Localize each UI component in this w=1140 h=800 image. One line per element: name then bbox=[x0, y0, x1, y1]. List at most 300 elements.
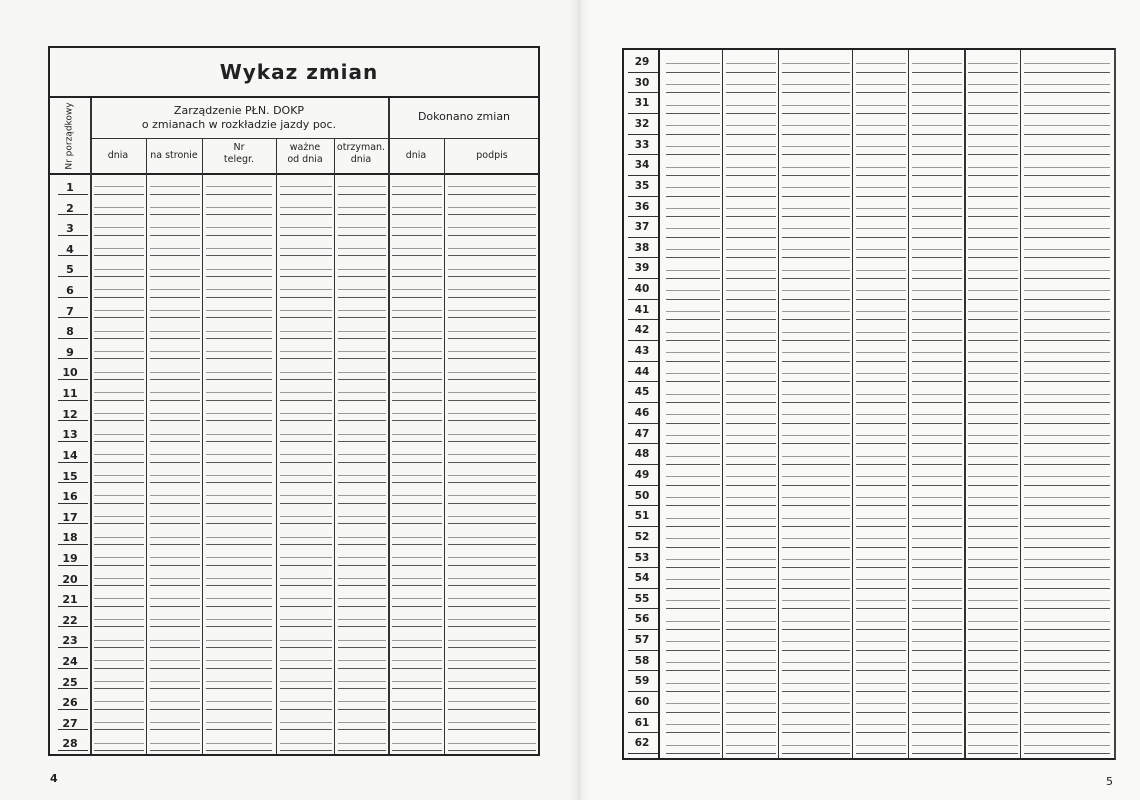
fill-line bbox=[726, 63, 776, 64]
fill-line bbox=[94, 400, 144, 401]
fill-line bbox=[280, 495, 332, 496]
fill-line bbox=[280, 248, 332, 249]
fill-line bbox=[726, 278, 776, 279]
fill-line bbox=[726, 464, 776, 465]
fill-line bbox=[782, 381, 850, 382]
row-number-underline bbox=[628, 319, 658, 320]
fill-line bbox=[782, 703, 850, 704]
fill-line bbox=[1024, 435, 1110, 436]
row-number-underline bbox=[58, 400, 88, 401]
fill-line bbox=[856, 670, 906, 671]
fill-line bbox=[280, 606, 332, 607]
column-divider bbox=[964, 50, 966, 758]
fill-line bbox=[856, 299, 906, 300]
fill-line bbox=[338, 317, 386, 318]
fill-line bbox=[726, 311, 776, 312]
fill-line bbox=[448, 495, 536, 496]
row-number: 62 bbox=[634, 737, 650, 750]
fill-line bbox=[912, 724, 962, 725]
fill-line bbox=[912, 105, 962, 106]
row-number: 27 bbox=[62, 716, 78, 730]
fill-line bbox=[94, 557, 144, 558]
fill-line bbox=[338, 647, 386, 648]
fill-line bbox=[912, 518, 962, 519]
row-number-underline bbox=[628, 196, 658, 197]
fill-line bbox=[726, 361, 776, 362]
fill-line bbox=[856, 105, 906, 106]
fill-line bbox=[968, 518, 1018, 519]
fill-line bbox=[94, 729, 144, 730]
row-number-underline bbox=[628, 464, 658, 465]
fill-line bbox=[1024, 621, 1110, 622]
row-number-underline bbox=[628, 340, 658, 341]
row-number: 6 bbox=[66, 284, 74, 298]
row-number: 17 bbox=[62, 510, 78, 524]
fill-line bbox=[912, 84, 962, 85]
fill-line bbox=[448, 276, 536, 277]
fill-line bbox=[392, 358, 442, 359]
fill-line bbox=[206, 454, 272, 455]
fill-line bbox=[726, 352, 776, 353]
row-number-underline bbox=[628, 443, 658, 444]
fill-line bbox=[1024, 662, 1110, 663]
fill-line bbox=[206, 214, 272, 215]
fill-line bbox=[338, 434, 386, 435]
row-number: 26 bbox=[62, 696, 78, 710]
fill-line bbox=[856, 381, 906, 382]
fill-line bbox=[280, 214, 332, 215]
fill-line bbox=[94, 688, 144, 689]
fill-line bbox=[150, 413, 200, 414]
fill-line bbox=[666, 621, 720, 622]
fill-line bbox=[912, 175, 962, 176]
fill-line bbox=[338, 255, 386, 256]
fill-line bbox=[338, 248, 386, 249]
fill-line bbox=[1024, 518, 1110, 519]
row-number: 39 bbox=[634, 262, 650, 275]
fill-line bbox=[912, 278, 962, 279]
fill-line bbox=[726, 670, 776, 671]
fill-line bbox=[94, 462, 144, 463]
fill-line bbox=[968, 724, 1018, 725]
row-number: 8 bbox=[66, 325, 74, 339]
fill-line bbox=[392, 331, 442, 332]
fill-line bbox=[726, 497, 776, 498]
fill-line bbox=[968, 228, 1018, 229]
fill-line bbox=[856, 394, 906, 395]
fill-line bbox=[666, 423, 720, 424]
fill-line bbox=[94, 351, 144, 352]
row-number: 58 bbox=[634, 654, 650, 667]
fill-line bbox=[912, 257, 962, 258]
fill-line bbox=[94, 255, 144, 256]
col-header-valid-from bbox=[276, 142, 334, 166]
col-header-valid-line1: ważne bbox=[289, 142, 321, 153]
fill-line bbox=[94, 194, 144, 195]
fill-line bbox=[968, 332, 1018, 333]
fill-line bbox=[280, 557, 332, 558]
fill-line bbox=[856, 712, 906, 713]
fill-line bbox=[338, 358, 386, 359]
fill-line bbox=[150, 626, 200, 627]
fill-line bbox=[1024, 423, 1110, 424]
fill-line bbox=[392, 235, 442, 236]
fill-line bbox=[1024, 402, 1110, 403]
fill-line bbox=[968, 352, 1018, 353]
fill-line bbox=[94, 310, 144, 311]
fill-line bbox=[338, 400, 386, 401]
fill-line bbox=[94, 681, 144, 682]
fill-line bbox=[726, 691, 776, 692]
fill-line bbox=[206, 701, 272, 702]
fill-line bbox=[150, 750, 200, 751]
fill-line bbox=[782, 691, 850, 692]
row-number-underline bbox=[58, 462, 88, 463]
column-divider bbox=[276, 138, 277, 754]
fill-line bbox=[856, 579, 906, 580]
fill-line bbox=[338, 503, 386, 504]
fill-line bbox=[666, 691, 720, 692]
fill-line bbox=[94, 598, 144, 599]
fill-line bbox=[94, 297, 144, 298]
fill-line bbox=[782, 340, 850, 341]
fill-line bbox=[726, 476, 776, 477]
fill-line bbox=[1024, 208, 1110, 209]
fill-line bbox=[94, 379, 144, 380]
page-number-right: 5 bbox=[1106, 775, 1113, 788]
fill-line bbox=[338, 379, 386, 380]
row-number-underline bbox=[628, 92, 658, 93]
fill-line bbox=[912, 547, 962, 548]
fill-line bbox=[726, 332, 776, 333]
fill-line bbox=[782, 249, 850, 250]
fill-line bbox=[94, 660, 144, 661]
fill-line bbox=[782, 732, 850, 733]
fill-line bbox=[666, 134, 720, 135]
fill-line bbox=[94, 392, 144, 393]
fill-line bbox=[206, 358, 272, 359]
fill-line bbox=[94, 289, 144, 290]
fill-line bbox=[206, 276, 272, 277]
fill-line bbox=[392, 578, 442, 579]
fill-line bbox=[280, 379, 332, 380]
fill-line bbox=[280, 565, 332, 566]
fill-line bbox=[392, 688, 442, 689]
row-number-underline bbox=[628, 691, 658, 692]
fill-line bbox=[206, 516, 272, 517]
fill-line bbox=[1024, 63, 1110, 64]
fill-line bbox=[666, 753, 720, 754]
fill-line bbox=[206, 640, 272, 641]
row-number: 14 bbox=[62, 448, 78, 462]
fill-line bbox=[968, 476, 1018, 477]
fill-line bbox=[726, 683, 776, 684]
rotated-header-text: Nr porządkowy bbox=[64, 102, 75, 170]
fill-line bbox=[206, 207, 272, 208]
fill-line bbox=[150, 235, 200, 236]
fill-line bbox=[782, 538, 850, 539]
fill-line bbox=[392, 276, 442, 277]
fill-line bbox=[206, 372, 272, 373]
fill-line bbox=[856, 588, 906, 589]
fill-line bbox=[856, 559, 906, 560]
fill-line bbox=[94, 214, 144, 215]
fill-line bbox=[338, 557, 386, 558]
fill-line bbox=[338, 276, 386, 277]
fill-line bbox=[448, 619, 536, 620]
fill-line bbox=[782, 526, 850, 527]
fill-line bbox=[856, 208, 906, 209]
col-header-signature-line: podpis bbox=[476, 150, 508, 161]
fill-line bbox=[666, 579, 720, 580]
fill-line bbox=[968, 600, 1018, 601]
fill-line bbox=[856, 650, 906, 651]
fill-line bbox=[280, 235, 332, 236]
fill-line bbox=[280, 523, 332, 524]
fill-line bbox=[782, 146, 850, 147]
fill-line bbox=[392, 503, 442, 504]
fill-line bbox=[1024, 175, 1110, 176]
fill-line bbox=[856, 476, 906, 477]
fill-line bbox=[206, 709, 272, 710]
fill-line bbox=[782, 352, 850, 353]
fill-line bbox=[856, 175, 906, 176]
row-number: 16 bbox=[62, 490, 78, 504]
fill-line bbox=[1024, 216, 1110, 217]
fill-line bbox=[206, 434, 272, 435]
fill-line bbox=[856, 63, 906, 64]
fill-line bbox=[206, 317, 272, 318]
fill-line bbox=[856, 662, 906, 663]
fill-line bbox=[280, 358, 332, 359]
fill-line bbox=[94, 420, 144, 421]
fill-line bbox=[1024, 753, 1110, 754]
fill-line bbox=[912, 237, 962, 238]
fill-line bbox=[392, 392, 442, 393]
fill-line bbox=[912, 456, 962, 457]
fill-line bbox=[280, 400, 332, 401]
fill-line bbox=[726, 196, 776, 197]
fill-line bbox=[206, 688, 272, 689]
fill-line bbox=[912, 290, 962, 291]
row-number-underline bbox=[58, 585, 88, 586]
fill-line bbox=[968, 175, 1018, 176]
fill-line bbox=[782, 629, 850, 630]
fill-line bbox=[912, 332, 962, 333]
fill-line bbox=[782, 683, 850, 684]
row-number: 50 bbox=[634, 489, 650, 502]
fill-line bbox=[856, 526, 906, 527]
fill-line bbox=[1024, 105, 1110, 106]
fill-line bbox=[912, 753, 962, 754]
column-divider bbox=[444, 138, 445, 754]
fill-line bbox=[448, 372, 536, 373]
fill-line bbox=[968, 621, 1018, 622]
fill-line bbox=[726, 92, 776, 93]
fill-line bbox=[856, 423, 906, 424]
row-number: 55 bbox=[634, 592, 650, 605]
fill-line bbox=[338, 214, 386, 215]
fill-line bbox=[1024, 588, 1110, 589]
fill-line bbox=[1024, 547, 1110, 548]
fill-line bbox=[782, 270, 850, 271]
fill-line bbox=[726, 319, 776, 320]
fill-line bbox=[94, 503, 144, 504]
fill-line bbox=[666, 703, 720, 704]
fill-line bbox=[666, 414, 720, 415]
fill-line bbox=[150, 503, 200, 504]
fill-line bbox=[280, 709, 332, 710]
fill-line bbox=[338, 688, 386, 689]
fill-line bbox=[150, 379, 200, 380]
fill-line bbox=[448, 454, 536, 455]
fill-line bbox=[856, 629, 906, 630]
fill-line bbox=[912, 402, 962, 403]
col-header-done-date-line: dnia bbox=[405, 150, 427, 161]
fill-line bbox=[666, 361, 720, 362]
fill-line bbox=[968, 278, 1018, 279]
fill-line bbox=[1024, 92, 1110, 93]
fill-line bbox=[666, 650, 720, 651]
fill-line bbox=[782, 84, 850, 85]
fill-line bbox=[782, 505, 850, 506]
fill-line bbox=[726, 600, 776, 601]
fill-line bbox=[1024, 703, 1110, 704]
fill-line bbox=[392, 722, 442, 723]
fill-line bbox=[448, 358, 536, 359]
row-number: 61 bbox=[634, 716, 650, 729]
fill-line bbox=[206, 351, 272, 352]
row-number: 24 bbox=[62, 654, 78, 668]
fill-line bbox=[338, 420, 386, 421]
fill-line bbox=[666, 311, 720, 312]
row-number-underline bbox=[58, 297, 88, 298]
fill-line bbox=[666, 394, 720, 395]
fill-line bbox=[666, 497, 720, 498]
fill-line bbox=[912, 216, 962, 217]
fill-line bbox=[392, 186, 442, 187]
fill-line bbox=[856, 745, 906, 746]
fill-line bbox=[150, 207, 200, 208]
fill-line bbox=[1024, 745, 1110, 746]
fill-line bbox=[968, 423, 1018, 424]
row-number-underline bbox=[628, 567, 658, 568]
fill-line bbox=[912, 559, 962, 560]
fill-line bbox=[1024, 146, 1110, 147]
fill-line bbox=[280, 462, 332, 463]
row-number-underline bbox=[628, 257, 658, 258]
fill-line bbox=[666, 299, 720, 300]
fill-line bbox=[856, 125, 906, 126]
row-number: 23 bbox=[62, 634, 78, 648]
fill-line bbox=[1024, 526, 1110, 527]
fill-line bbox=[448, 400, 536, 401]
row-number-underline bbox=[628, 72, 658, 73]
fill-line bbox=[280, 441, 332, 442]
fill-line bbox=[206, 523, 272, 524]
fill-line bbox=[666, 216, 720, 217]
fill-line bbox=[448, 709, 536, 710]
fill-line bbox=[856, 691, 906, 692]
fill-line bbox=[338, 701, 386, 702]
fill-line bbox=[968, 712, 1018, 713]
fill-line bbox=[782, 518, 850, 519]
fill-line bbox=[280, 331, 332, 332]
fill-line bbox=[94, 482, 144, 483]
change-log-table bbox=[48, 46, 540, 756]
row-number: 53 bbox=[634, 551, 650, 564]
fill-line bbox=[726, 270, 776, 271]
fill-line bbox=[782, 650, 850, 651]
fill-line bbox=[280, 317, 332, 318]
fill-line bbox=[856, 414, 906, 415]
fill-line bbox=[338, 351, 386, 352]
row-number-underline bbox=[58, 420, 88, 421]
fill-line bbox=[912, 670, 962, 671]
fill-line bbox=[782, 361, 850, 362]
fill-line bbox=[968, 381, 1018, 382]
fill-line bbox=[726, 579, 776, 580]
col-header-received-line1: otrzyman. bbox=[336, 142, 386, 153]
fill-line bbox=[726, 167, 776, 168]
fill-line bbox=[726, 485, 776, 486]
column-divider bbox=[908, 50, 909, 758]
fill-line bbox=[338, 743, 386, 744]
row-number: 52 bbox=[634, 530, 650, 543]
fill-line bbox=[782, 402, 850, 403]
fill-line bbox=[206, 338, 272, 339]
fill-line bbox=[94, 606, 144, 607]
fill-line bbox=[150, 598, 200, 599]
fill-line bbox=[912, 92, 962, 93]
fill-line bbox=[206, 495, 272, 496]
fill-line bbox=[782, 724, 850, 725]
column-divider bbox=[388, 98, 390, 754]
fill-line bbox=[856, 464, 906, 465]
fill-line bbox=[912, 703, 962, 704]
fill-line bbox=[150, 688, 200, 689]
fill-line bbox=[666, 290, 720, 291]
fill-line bbox=[726, 745, 776, 746]
fill-line bbox=[392, 626, 442, 627]
fill-line bbox=[392, 248, 442, 249]
fill-line bbox=[448, 688, 536, 689]
fill-line bbox=[726, 125, 776, 126]
row-number: 49 bbox=[634, 468, 650, 481]
fill-line bbox=[968, 559, 1018, 560]
fill-line bbox=[726, 724, 776, 725]
fill-line bbox=[1024, 485, 1110, 486]
fill-line bbox=[1024, 579, 1110, 580]
row-number-underline bbox=[628, 588, 658, 589]
row-number-underline bbox=[628, 608, 658, 609]
row-number-underline bbox=[58, 276, 88, 277]
fill-line bbox=[280, 750, 332, 751]
fill-line bbox=[666, 352, 720, 353]
fill-line bbox=[726, 134, 776, 135]
row-number: 46 bbox=[634, 407, 650, 419]
fill-line bbox=[856, 621, 906, 622]
fill-line bbox=[856, 402, 906, 403]
fill-line bbox=[392, 351, 442, 352]
fill-line bbox=[392, 606, 442, 607]
fill-line bbox=[912, 567, 962, 568]
fill-line bbox=[392, 289, 442, 290]
fill-line bbox=[206, 537, 272, 538]
fill-line bbox=[448, 598, 536, 599]
fill-line bbox=[206, 729, 272, 730]
fill-line bbox=[726, 154, 776, 155]
